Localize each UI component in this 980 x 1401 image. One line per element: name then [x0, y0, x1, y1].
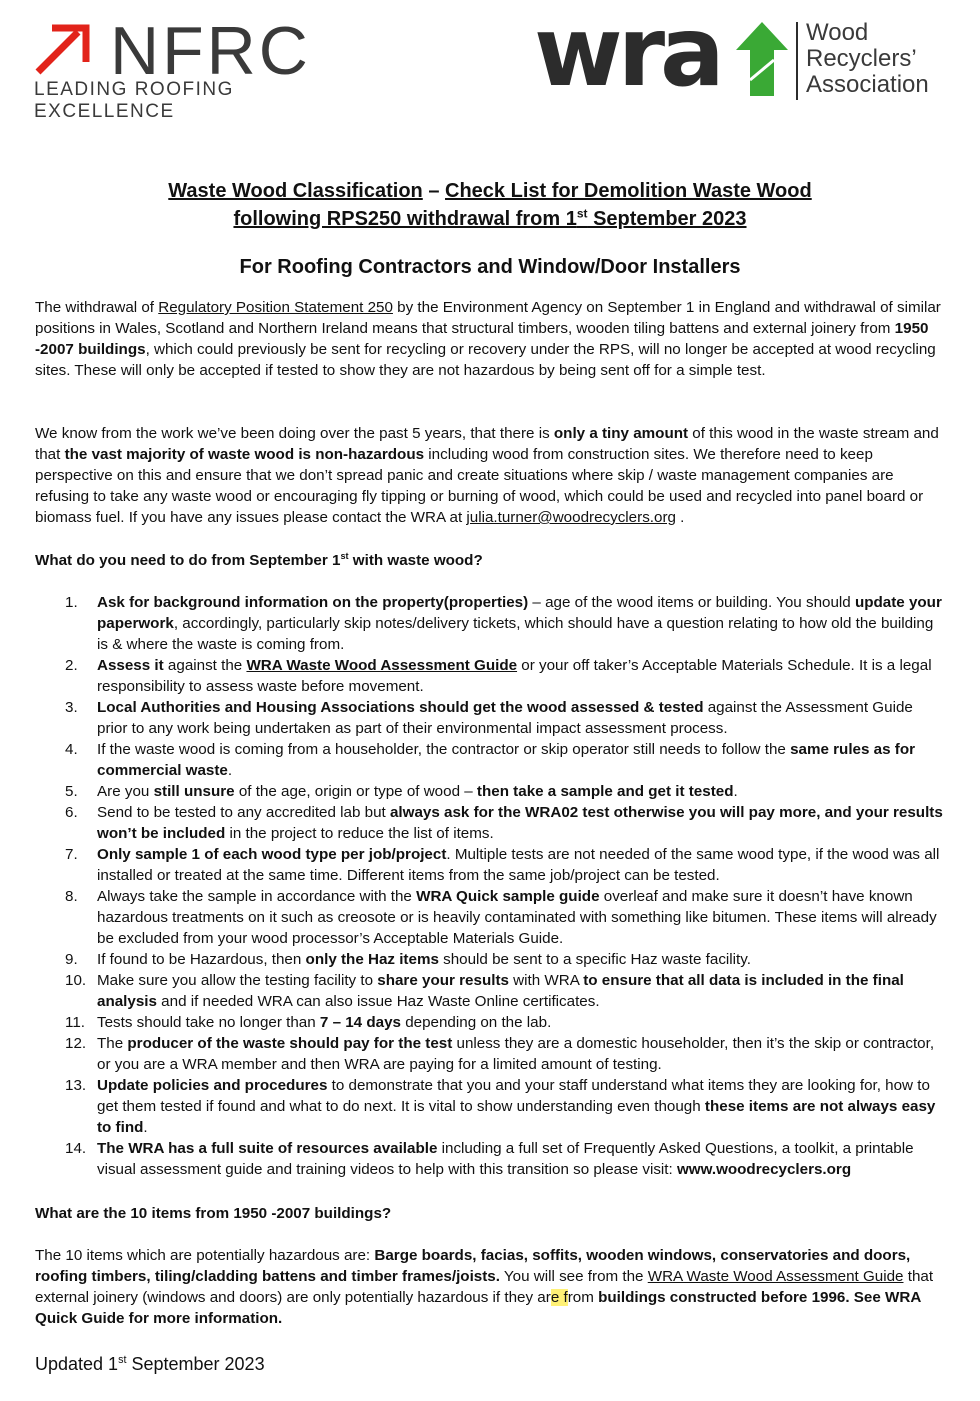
checklist-item-text: WRA Quick sample guide: [416, 888, 600, 905]
rps250-link[interactable]: Regulatory Position Statement 250: [158, 299, 393, 316]
checklist-item-text: Only sample 1 of each wood type per job/project: [97, 846, 447, 863]
intro-paragraph: The withdrawal of Regulatory Position Statement 250 by the Environment Agency on September 1 in England and withdrawal of similar positions in Wales, Scotland and Northern Ireland means that structural timbers, wooden tiling battens and external joinery from 1950 -2007 buildings, which could previously be sent for recycling or recovery under the RPS, will no longer be accepted at wood recycling sites. These will only be accepted if tested to show they are not hazardous by being sent off for a simple test.: [35, 299, 941, 379]
wra-wordmark: wra: [534, 0, 720, 108]
section-heading-items: What are the 10 items from 1950 -2007 buildings?: [35, 1205, 392, 1222]
checklist-item-text: or your off taker’s Acceptable Materials Schedule. It is a legal responsibility to assess waste before movement.: [97, 657, 932, 695]
checklist-item-text: . Multiple tests are not needed of the same wood type, if the wood was all installed or treated at the same time. Different items from the same job/project can be tested.: [97, 846, 940, 884]
checklist-item-text: with WRA: [508, 972, 584, 989]
checklist-item-text: same rules as for commercial waste: [97, 741, 916, 779]
guide-link[interactable]: WRA Waste Wood Assessment Guide: [246, 657, 518, 674]
checklist-item-number: 7.: [65, 846, 78, 863]
checklist-item-text: Are you: [97, 783, 154, 800]
checklist-item-number: 11.: [65, 1014, 85, 1031]
checklist-item: [35, 1138, 945, 1180]
checklist-item: [35, 949, 945, 970]
items-paragraph: The 10 items which are potentially hazardous are: Barge boards, facias, soffits, wooden windows, conservatories and doors, roofing timbers, tiling/cladding battens and timber frames/joists. You will see from the WRA Waste Wood Assessment Guide that external joinery (windows and doors) are only potentially hazardous if they are from buildings constructed before 1996. See WRA Quick Guide for more information.: [35, 1247, 934, 1327]
checklist-item-number: 14.: [65, 1140, 87, 1157]
checklist-item-text: If the waste wood is coming from a householder, the contractor or skip operator still needs to follow the: [97, 741, 791, 758]
checklist-item-text: should be sent to a specific Haz waste facility.: [438, 951, 751, 968]
document-title-line-1: Waste Wood Classification – Check List for Demolition Waste Wood: [168, 180, 812, 202]
checklist-item-text: update your paperwork: [97, 594, 942, 632]
checklist-item: [35, 697, 945, 739]
checklist-item-text: Make sure you allow the testing facility to: [97, 972, 378, 989]
checklist-item: [35, 970, 945, 1012]
checklist-item-text: only the Haz items: [305, 951, 439, 968]
checklist-item-text: Ask for background information on the property(properties): [97, 594, 529, 611]
checklist-item-number: 9.: [65, 951, 78, 968]
checklist-item-number: 4.: [65, 741, 78, 758]
checklist-item-number: 12.: [65, 1035, 87, 1052]
checklist-item-text: The WRA has a full suite of resources available: [97, 1140, 438, 1157]
checklist-item-text: The: [97, 1035, 128, 1052]
checklist-item-text: depending on the lab.: [400, 1014, 552, 1031]
checklist-item-number: 1.: [65, 594, 78, 611]
checklist-item-text: these items are not always easy to find: [97, 1098, 936, 1136]
context-paragraph: We know from the work we’ve been doing over the past 5 years, that there is only a tiny amount of this wood in the waste stream and that the vast majority of waste wood is non-hazardous including wood from construction sites. We therefore need to keep perspective on this and ensure that we don’t spread panic and create situations where skip / waste management companies are refusing to take any waste wood or encouraging fly tipping or burning of wood, which could be used and recycled into panel board or biomass fuel. If you have any issues please contact the WRA at julia.turner@woodrecyclers.org .: [35, 425, 939, 526]
checklist-item: [35, 1033, 945, 1075]
nfrc-logo: [34, 13, 334, 122]
checklist-item-text: still unsure: [153, 783, 235, 800]
checklist-item-text: overleaf and make sure it doesn’t have known hazardous treatments on it such as creosote or is heavily contaminated with something like bitumen. These items will already be excluded from your wood processor’s Acceptable Materials Guide.: [97, 888, 937, 947]
nfrc-wordmark: NFRC: [110, 13, 311, 89]
email-link[interactable]: julia.turner@woodrecyclers.org: [466, 509, 676, 526]
checklist-item: [35, 592, 945, 655]
nfrc-tagline: LEADING ROOFING EXCELLENCE: [34, 79, 234, 122]
checklist-item-text: www.woodrecyclers.org: [676, 1161, 852, 1178]
checklist-item-number: 8.: [65, 888, 78, 905]
checklist-item: [35, 802, 945, 844]
checklist-item-number: 10.: [65, 972, 87, 989]
checklist-item-number: 6.: [65, 804, 78, 821]
checklist-item-text: Local Authorities and Housing Associations should get the wood assessed & tested: [97, 699, 704, 716]
checklist-item-text: 7 – 14 days: [319, 1014, 401, 1031]
checklist-item-text: .: [227, 762, 233, 779]
checklist-item-text: against the Assessment Guide prior to any work being undertaken as part of their environmental impact assessment process.: [97, 699, 913, 737]
checklist-item: [35, 739, 945, 781]
document-title-line-2: following RPS250 withdrawal from 1st September 2023: [233, 206, 747, 230]
checklist-item-text: Assess it: [97, 657, 164, 674]
checklist-item: [35, 1012, 945, 1033]
assessment-guide-link[interactable]: WRA Waste Wood Assessment Guide: [647, 1268, 904, 1285]
checklist-item-text: of the age, origin or type of wood –: [234, 783, 477, 800]
checklist-item-text: share your results: [377, 972, 509, 989]
checklist-item-number: 5.: [65, 783, 78, 800]
checklist-item-number: 2.: [65, 657, 78, 674]
checklist-item-number: 3.: [65, 699, 78, 716]
checklist-item-text: producer of the waste should pay for the test: [127, 1035, 453, 1052]
recycle-arrow-icon: [734, 20, 790, 98]
nfrc-arrow-icon: [34, 20, 98, 76]
checklist-item: [35, 1075, 945, 1138]
wra-logo: [534, 0, 944, 108]
checklist-item-text: Update policies and procedures: [97, 1077, 328, 1094]
checklist-item-text: .: [143, 1119, 148, 1136]
checklist-item-text: including a full set of Frequently Asked Questions, a toolkit, a printable visual assessment guide and training videos to help with this transition so please visit:: [97, 1140, 914, 1178]
section-heading-september: What do you need to do from September 1st with waste wood?: [35, 550, 483, 569]
checklist-item-text: unless they are a domestic householder, then it’s the skip or contractor, or you are a WRA member and then WRA are paying for a limited amount of testing.: [97, 1035, 935, 1073]
checklist-item-text: If found to be Hazardous, then: [97, 951, 306, 968]
checklist-item: [35, 781, 945, 802]
checklist-item-text: in the project to reduce the list of items.: [225, 825, 494, 842]
checklist-item-text: then take a sample and get it tested: [476, 783, 734, 800]
checklist-item-text: to demonstrate that you and your staff understand what items they are looking for, how to get them tested if found and what to do next. It is vital to show understanding even though: [97, 1077, 930, 1115]
checklist-item-text: Tests should take no longer than: [97, 1014, 320, 1031]
checklist-item: [35, 886, 945, 949]
wra-full-name: Wood Recyclers’ Association: [806, 19, 929, 98]
checklist-item-text: , accordingly, particularly skip notes/delivery tickets, which should have a question relating to how old the building is & where the waste is coming from.: [97, 615, 934, 653]
checklist: [35, 592, 945, 1180]
checklist-item-text: Always take the sample in accordance with the: [97, 888, 417, 905]
checklist-item: [35, 844, 945, 886]
wra-divider: [796, 22, 798, 100]
document-subtitle: For Roofing Contractors and Window/Door Installers: [239, 256, 741, 278]
checklist-item-number: 13.: [65, 1077, 87, 1094]
updated-date: Updated 1st September 2023: [35, 1354, 265, 1374]
checklist-item-text: – age of the wood items or building. You should: [528, 594, 855, 611]
checklist-item-text: and if needed WRA can also issue Haz Waste Online certificates.: [156, 993, 600, 1010]
checklist-item: [35, 655, 945, 697]
checklist-item-text: against the: [163, 657, 247, 674]
checklist-item-text: always ask for the WRA02 test otherwise you will pay more, and your results won’t be included: [97, 804, 943, 842]
checklist-item-text: Send to be tested to any accredited lab but: [97, 804, 390, 821]
checklist-item-text: to ensure that all data is included in the final analysis: [97, 972, 904, 1010]
checklist-item-text: .: [733, 783, 738, 800]
